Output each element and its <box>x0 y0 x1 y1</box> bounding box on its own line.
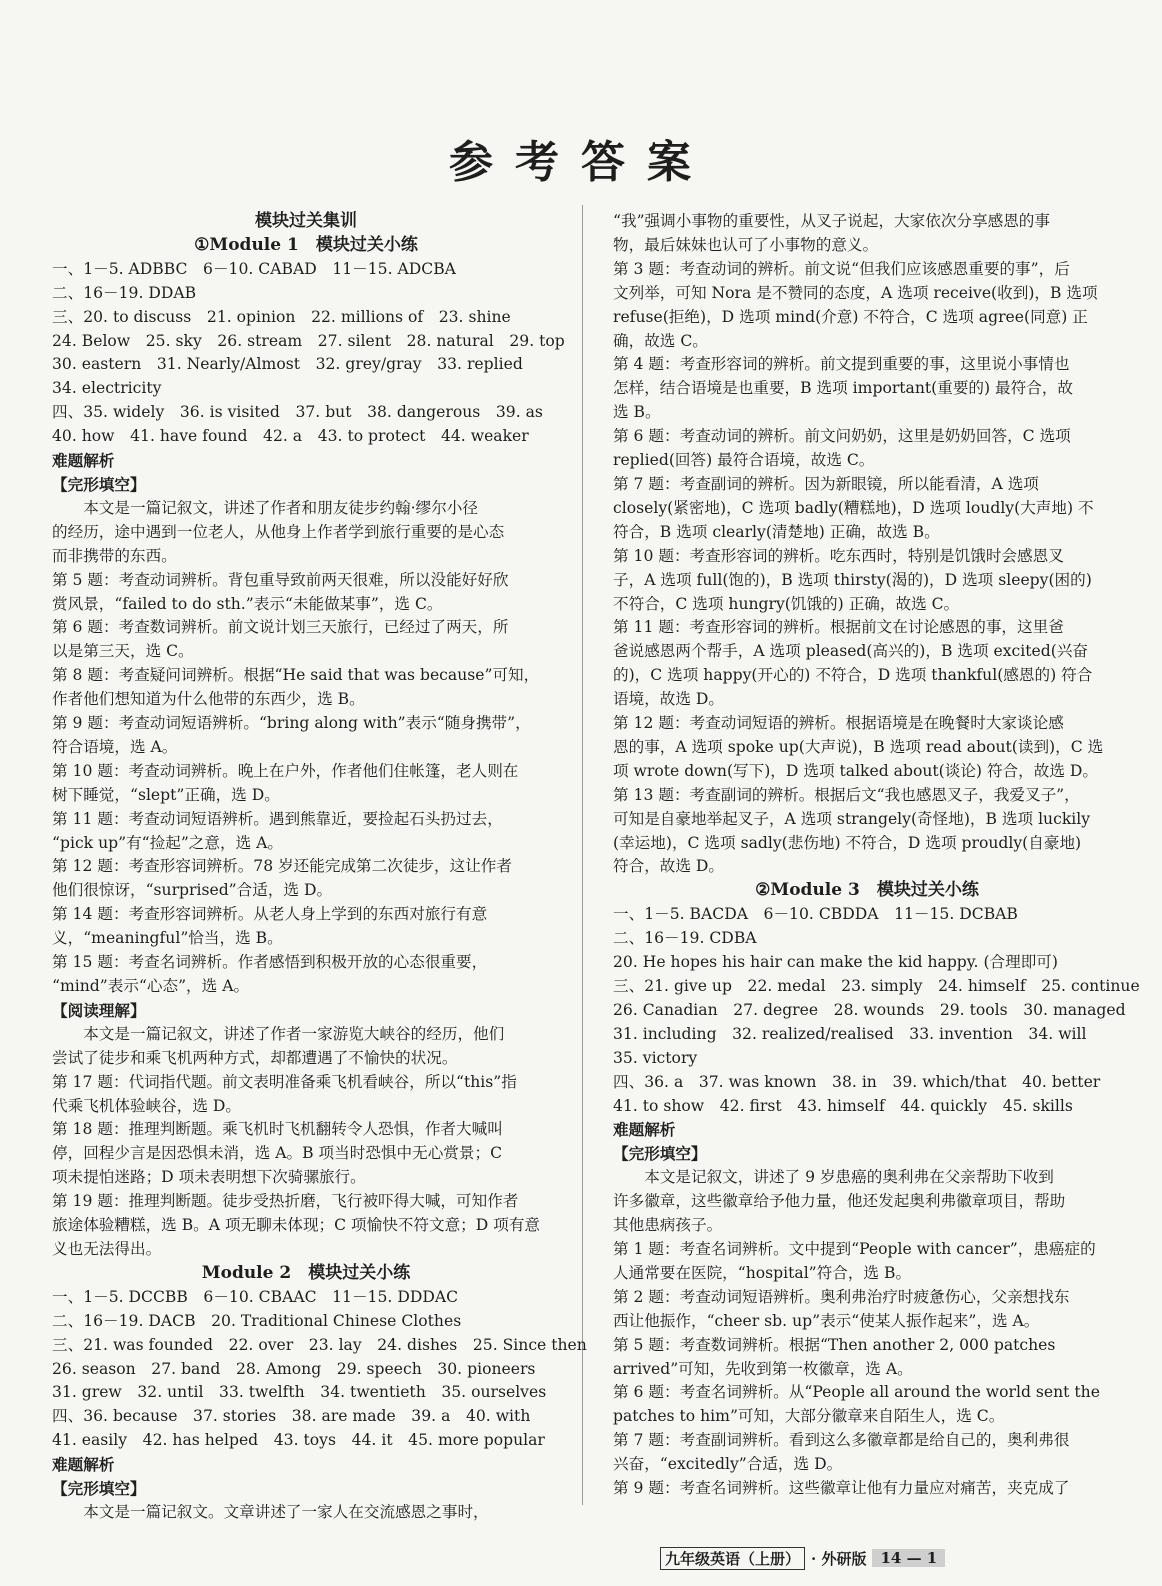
text-line: “我”强调小事物的重要性，从叉子说起，大家依次分享感恩的事 <box>613 212 1050 230</box>
text-line: 可知是自豪地举起叉子，A 选项 strangely(奇怪地)，B 选项 luckily <box>613 809 1091 828</box>
text-line: 三、20. to discuss 21. opinion 22. millions of 23. shine <box>52 307 511 326</box>
text-line: 26. season 27. band 28. Among 29. speech 30. pioneers <box>52 1359 536 1378</box>
page-number: 14 — 1 <box>872 1549 945 1567</box>
text-line: closely(紧密地)，C 选项 badly(糟糕地)，D 选项 loudly(大声地) 不 <box>613 498 1094 517</box>
subsection-label: 【完形填空】 <box>52 474 146 494</box>
text-line: 四、36. a 37. was known 38. in 39. which/that 40. better <box>613 1072 1101 1091</box>
subsection-label: 难题解析 <box>52 451 115 471</box>
text-line: 树下睡觉，“slept”正确，选 D。 <box>52 785 280 804</box>
text-line: 恩的事，A 选项 spoke up(大声说)，B 选项 read about(读到)，C 选 <box>613 737 1104 756</box>
text-line: 第 10 题：考查形容词的辨析。吃东西时，特别是饥饿时会感恩叉 <box>613 546 1064 565</box>
text-line: 赏风景，“failed to do sth.”表示“未能做某事”，选 C。 <box>52 594 443 613</box>
text-line: 许多徽章，这些徽章给予他力量，他还发起奥利弗徽章项目，帮助 <box>613 1192 1066 1211</box>
text-line: refuse(拒绝)，D 选项 mind(介意) 不符合，C 选项 agree(同意) 正 <box>613 307 1088 326</box>
subsection-label: 【完形填空】 <box>613 1144 707 1164</box>
text-line: 第 18 题：推理判断题。乘飞机时飞机翻转令人恐惧，作者大喊叫 <box>52 1120 503 1139</box>
text-line: “pick up”有“捡起”之意，选 A。 <box>52 833 283 852</box>
section-heading: ②Module 3 模块过关小练 <box>755 880 979 901</box>
text-line: 第 6 题：考查名词辨析。从“People all around the world sent the <box>613 1383 1100 1402</box>
text-line: 第 6 题：考查数词辨析。前文说计划三天旅行，已经过了两天，所 <box>52 618 509 637</box>
text-line: 34. electricity <box>52 379 162 398</box>
text-line: 二、16－19. CDBA <box>613 929 757 948</box>
subsection-label: 【完形填空】 <box>52 1479 146 1499</box>
text-line: 第 11 题：考查形容词的辨析。根据前文在讨论感恩的事，这里爸 <box>613 618 1064 637</box>
text-line: 三、21. give up 22. medal 23. simply 24. himself 25. continue <box>613 977 1140 995</box>
section-heading: ①Module 1 模块过关小练 <box>194 234 418 255</box>
text-line: replied(回答) 最符合语境，故选 C。 <box>613 451 875 470</box>
text-line: 确，故选 C。 <box>613 331 708 350</box>
text-line: 本文是记叙文，讲述了 9 岁患癌的奥利弗在父亲帮助下收到 <box>644 1168 1054 1187</box>
text-line: 代乘飞机体验峡谷，选 D。 <box>52 1096 241 1115</box>
text-line: 41. to show 42. first 43. himself 44. quickly 45. skills <box>613 1096 1073 1115</box>
text-line: 符合语境，选 A。 <box>52 737 178 756</box>
text-line: 选 B。 <box>613 403 661 422</box>
subsection-label: 【阅读理解】 <box>52 1000 146 1020</box>
text-line: 第 6 题：考查动词的辨析。前文问奶奶，这里是奶奶回答，C 选项 <box>613 427 1071 446</box>
text-line: 40. how 41. have found 42. a 43. to protect 44. weaker <box>52 427 529 446</box>
text-line: 停，回程少言是因恐惧未消，选 A。B 项当时恐惧中无心赏景；C <box>52 1144 503 1163</box>
text-line: 第 13 题：考查副词的辨析。根据后文“我也感恩叉子，我爱叉子”， <box>613 785 1080 804</box>
text-line: 第 9 题：考查名词辨析。这些徽章让他有力量应对痛苦，夹克成了 <box>613 1479 1070 1498</box>
text-line: 本文是一篇记叙文。文章讲述了一家人在交流感恩之事时， <box>83 1502 489 1521</box>
text-line: 第 4 题：考查形容词的辨析。前文提到重要的事，这里说小事情也 <box>613 355 1070 374</box>
text-line: 第 7 题：考查副词辨析。看到这么多徽章都是给自己的，奥利弗很 <box>613 1431 1070 1450</box>
text-line: 尝试了徒步和乘飞机两种方式，却都遭遇了不愉快的状况。 <box>52 1048 458 1067</box>
page-footer <box>660 1545 945 1571</box>
text-line: 第 1 题：考查名词辨析。文中提到“People with cancer”，患癌症的 <box>613 1239 1096 1258</box>
text-line: 30. eastern 31. Nearly/Almost 32. grey/gray 33. replied <box>52 355 523 374</box>
page-title: 参考答案 <box>449 137 713 188</box>
text-line: 二、16－19. DACB 20. Traditional Chinese Clothes <box>52 1311 462 1330</box>
text-line: 符合，B 选项 clearly(清楚地) 正确，故选 B。 <box>613 522 940 541</box>
text-line: 不符合，C 选项 hungry(饥饿的) 正确，故选 C。 <box>613 594 960 613</box>
text-line: 作者他们想知道为什么他带的东西少，选 B。 <box>52 690 365 709</box>
text-line: 第 9 题：考查动词短语辨析。“bring along with”表示“随身携带”， <box>52 714 531 733</box>
text-line: 31. grew 32. until 33. twelfth 34. twentieth 35. ourselves <box>52 1383 547 1402</box>
text-line: 四、35. widely 36. is visited 37. but 38. dangerous 39. as <box>52 403 543 422</box>
text-line: 西让他振作，“cheer sb. up”表示“使某人振作起来”，选 A。 <box>613 1311 1040 1330</box>
text-line: 第 17 题：代词指代题。前文表明准备乘飞机看峡谷，所以“this”指 <box>52 1072 517 1091</box>
text-line: 24. Below 25. sky 26. stream 27. silent 28. natural 29. top <box>52 331 565 350</box>
subsection-label: 难题解析 <box>52 1455 115 1475</box>
text-line: 文列举，可知 Nora 是不赞同的态度，A 选项 receive(收到)，B 选项 <box>613 283 1098 302</box>
text-line: 以是第三天，选 C。 <box>52 642 194 661</box>
subsection-label: 难题解析 <box>613 1120 676 1140</box>
text-line: 41. easily 42. has helped 43. toys 44. it 45. more popular <box>52 1431 545 1450</box>
section-heading: Module 2 模块过关小练 <box>201 1262 411 1283</box>
text-line: 义，“meaningful”恰当，选 B。 <box>52 929 283 948</box>
text-line: 第 10 题：考查动词辨析。晚上在户外，作者他们住帐篷，老人则在 <box>52 761 519 780</box>
text-line: 31. including 32. realized/realised 33. invention 34. will <box>613 1024 1087 1043</box>
text-line: 三、21. was founded 22. over 23. lay 24. dishes 25. Since then <box>52 1335 587 1354</box>
column-divider <box>582 205 583 1505</box>
text-line: 第 2 题：考查动词短语辨析。奥利弗治疗时疲惫伤心，父亲想找东 <box>613 1287 1070 1306</box>
right-column <box>613 210 1140 1500</box>
text-line: 旅途体验糟糕，选 B。A 项无聊未体现；C 项愉快不符文意；D 项有意 <box>52 1216 541 1235</box>
text-line: patches to him”可知，大部分徽章来自陌生人，选 C。 <box>613 1407 1005 1426</box>
section-heading: 模块过关集训 <box>255 211 357 231</box>
text-line: 35. victory <box>613 1048 698 1067</box>
text-line: 四、36. because 37. stories 38. are made 39. a 40. with <box>52 1407 531 1426</box>
text-line: 物，最后妹妹也认可了小事物的意义。 <box>613 235 879 254</box>
book-title: 九年级英语（上册） <box>660 1547 805 1570</box>
text-line: 26. Canadian 27. degree 28. wounds 29. tools 30. managed <box>613 1000 1126 1019</box>
text-line: 第 15 题：考查名词辨析。作者感悟到积极开放的心态很重要， <box>52 953 488 972</box>
text-line: 他们很惊讶，“surprised”合适，选 D。 <box>52 881 333 900</box>
text-line: 兴奋，“excitedly”合适，选 D。 <box>613 1455 843 1474</box>
text-line: 符合，故选 D。 <box>613 857 725 876</box>
text-line: “mind”表示“心态”，选 A。 <box>52 977 250 995</box>
text-line: 第 11 题：考查动词短语辨析。遇到熊靠近，要捡起石头扔过去， <box>52 809 503 828</box>
text-line: 第 12 题：考查形容词辨析。78 岁还能完成第二次徒步，这让作者 <box>52 857 512 876</box>
text-line: 第 19 题：推理判断题。徒步受热折磨，飞行被吓得大喊，可知作者 <box>52 1192 519 1211</box>
text-line: 20. He hopes his hair can make the kid happy. (合理即可) <box>613 953 1058 972</box>
text-line: (幸运地)，C 选项 sadly(悲伤地) 不符合，D 选项 proudly(自豪地) <box>613 833 1082 852</box>
text-line: 二、16－19. DDAB <box>52 283 197 302</box>
text-line: arrived”可知，先收到第一枚徽章，选 A。 <box>613 1359 913 1378</box>
text-line: 第 12 题：考查动词短语的辨析。根据语境是在晚餐时大家谈论感 <box>613 714 1064 733</box>
text-line: 爸说感恩两个帮手，A 选项 pleased(高兴的)，B 选项 excited(兴奋 <box>613 642 1089 661</box>
text-line: 第 3 题：考查动词的辨析。前文说“但我们应该感恩重要的事”，后 <box>613 259 1070 278</box>
text-line: 第 7 题：考查副词的辨析。因为新眼镜，所以能看清，A 选项 <box>613 474 1039 493</box>
text-line: 一、1－5. BACDA 6－10. CBDDA 11－15. DCBAB <box>613 905 1018 924</box>
text-line: 第 5 题：考查数词辨析。根据“Then another 2, 000 patches <box>613 1335 1056 1354</box>
text-line: 语境，故选 D。 <box>613 690 725 709</box>
text-line: 其他患病孩子。 <box>613 1216 723 1235</box>
text-line: 项未提怕迷路；D 项未表明想下次骑骡旅行。 <box>52 1168 366 1187</box>
text-line: 怎样，结合语境是也重要，B 选项 important(重要的) 最符合，故 <box>613 379 1074 398</box>
text-line: 的)，C 选项 happy(开心的) 不符合，D 选项 thankful(感恩的) 符合 <box>613 666 1093 685</box>
left-column <box>52 210 587 1521</box>
text-line: 第 14 题：考查形容词辨析。从老人身上学到的东西对旅行有意 <box>52 905 488 924</box>
text-line: 子，A 选项 full(饱的)，B 选项 thirsty(渴的)，D 选项 sleepy(困的) <box>613 570 1092 589</box>
text-line: 项 wrote down(写下)，D 选项 talked about(谈论) 符合，故选 D。 <box>613 761 1098 780</box>
text-line: 第 5 题：考查动词辨析。背包重导致前两天很难，所以没能好好欣 <box>52 570 509 589</box>
text-line: 的经历，途中遇到一位老人，从他身上作者学到旅行重要的是心态 <box>52 522 505 541</box>
text-line: 而非携带的东西。 <box>52 546 177 565</box>
text-line: 第 8 题：考查疑问词辨析。根据“He said that was because”可知， <box>52 666 540 685</box>
text-line: 一、1－5. ADBBC 6－10. CABAD 11－15. ADCBA <box>52 259 456 278</box>
text-line: 义也无法得出。 <box>52 1239 162 1258</box>
text-line: 本文是一篇记叙文，讲述了作者和朋友徒步约翰·缪尔小径 <box>83 498 478 517</box>
text-line: 本文是一篇记叙文，讲述了作者一家游览大峡谷的经历，他们 <box>83 1024 505 1043</box>
edition-label: · 外研版 <box>811 1549 867 1568</box>
text-line: 人通常要在医院，“hospital”符合，选 B。 <box>613 1263 912 1282</box>
text-line: 一、1－5. DCCBB 6－10. CBAAC 11－15. DDDAC <box>52 1287 459 1306</box>
